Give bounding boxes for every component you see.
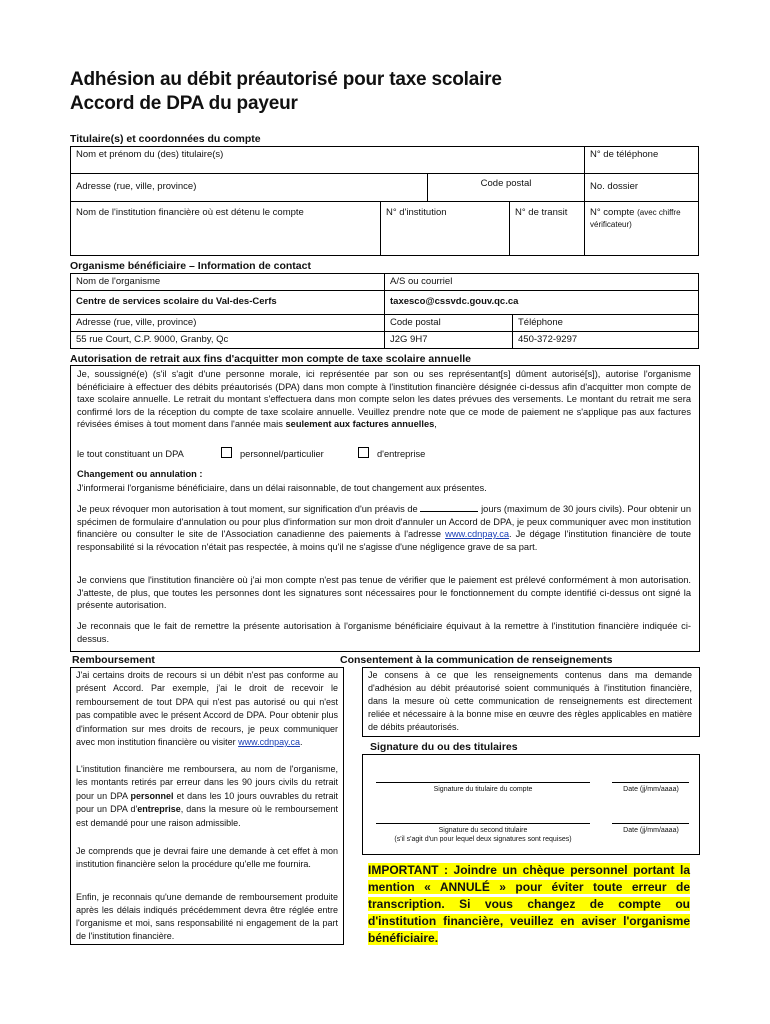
signature-2-line[interactable] (376, 823, 590, 824)
holder-postal-label: Code postal (480, 178, 532, 189)
institution-number-label: N° d'institution (386, 207, 447, 218)
signature-2-label: Signature du second titulaire (438, 827, 528, 834)
signature-2-note: (s'il s'agit d'un pour lequel deux signatures sont requises) (394, 836, 572, 843)
refund-paragraph-1 (76, 669, 338, 749)
refund-cdnpay-link[interactable]: www.cdnpay.ca (238, 737, 300, 748)
holder-postal-field[interactable] (428, 174, 585, 202)
signature-2-caption (368, 826, 598, 844)
account-number-note: (avec chiffre vérificateur) (590, 208, 681, 229)
beneficiary-table (70, 273, 699, 349)
title-line-1: Adhésion au débit préautorisé pour taxe scolaire (70, 69, 502, 90)
date-2-line[interactable] (612, 823, 689, 824)
form-title (70, 68, 502, 116)
holder-name-field[interactable] (71, 147, 585, 174)
refund-paragraph-3: Je comprends que je devrai faire une demande à cet effet à mon institution financière selon la procédure qu'elle me fournira. (76, 846, 338, 870)
revocation-text-a: Je peux révoquer mon autorisation à tout moment, sur signification d'un préavis de (77, 504, 418, 514)
notice-days-field[interactable] (420, 502, 478, 512)
dpa-type-row (77, 447, 691, 461)
beneficiary-postal: J2G 9H7 (385, 332, 513, 349)
institution-name-label: Nom de l'institution financière où est détenu le compte (76, 207, 304, 218)
business-emphasis: entreprise (137, 804, 181, 815)
beneficiary-address: 55 rue Court, C.P. 9000, Granby, Qc (71, 332, 385, 349)
signature-1-caption: Signature du titulaire du compte (433, 786, 533, 793)
institution-name-field[interactable] (71, 202, 381, 256)
holders-table (70, 146, 699, 256)
personal-emphasis: personnel (130, 790, 174, 801)
holder-file-label: No. dossier (590, 181, 639, 192)
beneficiary-email-label: A/S ou courriel (385, 274, 699, 291)
date-2-caption: Date (jj/mm/aaaa) (623, 827, 679, 834)
personal-option-label: personnel/particulier (240, 449, 324, 459)
beneficiary-address-label: Adresse (rue, ville, province) (71, 315, 385, 332)
transit-number-label: N° de transit (515, 207, 568, 218)
revocation-text-b: jours (maximum de 30 jours civils). Pour obtenir un spécimen de formulaire d'annulation ou pour plus d'information sur mon droit d'annuler un Accord de DPA, je peux communiquer avec mon institution financière ou consulter le site de l'Association canadienne des paiements à l'adresse (77, 504, 691, 540)
institution-number-field[interactable] (381, 202, 510, 256)
dpa-type-label: le tout constituant un DPA (77, 449, 184, 459)
title-line-2: Accord de DPA du payeur (70, 93, 298, 114)
holder-address-label: Adresse (rue, ville, province) (76, 181, 197, 192)
beneficiary-email: taxesco@cssvdc.gouv.qc.ca (385, 291, 699, 315)
authorization-text-end: , (434, 419, 437, 430)
business-option-label: d'entreprise (377, 449, 426, 459)
signature-1-line[interactable] (376, 782, 590, 783)
date-1-line[interactable] (612, 782, 689, 783)
verification-paragraph: Je conviens que l'institution financière où j'ai mon compte n'est pas tenue de vérifier que le paiement est prélevé conformément à mon autorisation. J'atteste, de plus, que toutes les personnes dont les signatures sont nécessaires pour le fonctionnement du compte identifié ci-dessus ont signé la présente autorisation. (77, 575, 691, 611)
authorization-paragraph (77, 368, 691, 431)
annual-invoices-emphasis: seulement aux factures annuelles (285, 419, 435, 430)
beneficiary-org-label: Nom de l'organisme (71, 274, 385, 291)
change-text: J'informerai l'organisme bénéficiaire, dans un délai raisonnable, de tout changement aux présentes. (77, 483, 487, 493)
remittance-paragraph: Je reconnais que le fait de remettre la présente autorisation à l'organisme bénéficiaire équivaut à la remettre à l'institution financière indiquée ci-dessus. (77, 621, 691, 644)
consent-text: Je consens à ce que les renseignements contenus dans ma demande d'adhésion au débit préautorisé soient communiqués à l'institution financière, dans la mesure où cette communication de renseignements est directement reliée et nécessaire à la bonne mise en œuvre des règles applicables en matière de débits préautorisés. (368, 670, 692, 732)
change-heading: Changement ou annulation : (77, 469, 203, 479)
holder-phone-field[interactable] (585, 147, 699, 174)
revocation-paragraph (77, 502, 691, 553)
transit-number-field[interactable] (510, 202, 585, 256)
refund-text-1: J'ai certains droits de recours si un débit n'est pas conforme au présent Accord. Par exemple, j'ai le droit de recevoir le remboursement de tout DPA qui n'est pas autorisé ou qui n'est pas compatible avec le présent Accord de DPA. Pour obtenir plus d'information sur mes droits de recours, je peux communiquer avec mon institution financière ou visiter (76, 670, 338, 748)
revocation-text-c: . Je dégage l'institution financière de toute responsabilité si la révocation n'était pas respectée, à moins qu'il ne s'agisse d'une négligence grave de sa part. (77, 529, 692, 552)
refund-heading: Remboursement (72, 654, 155, 666)
signature-heading: Signature du ou des titulaires (370, 741, 518, 753)
beneficiary-heading: Organisme bénéficiaire – Information de contact (70, 260, 311, 272)
authorization-heading: Autorisation de retrait aux fins d'acquitter mon compte de taxe scolaire annuelle (70, 353, 472, 365)
beneficiary-phone-label: Téléphone (513, 315, 699, 332)
beneficiary-postal-label: Code postal (385, 315, 513, 332)
holder-file-field[interactable] (585, 174, 699, 202)
refund-paragraph-2 (76, 763, 338, 830)
holder-address-field[interactable] (71, 174, 428, 202)
holder-name-label: Nom et prénom du (des) titulaire(s) (76, 149, 224, 160)
refund-text-1-end: . (299, 737, 303, 748)
holder-phone-label: N° de téléphone (590, 149, 659, 160)
date-1-caption: Date (jj/mm/aaaa) (623, 786, 679, 793)
business-checkbox[interactable] (358, 447, 369, 458)
account-number-field[interactable] (585, 202, 699, 256)
consent-heading: Consentement à la communication de renseignements (340, 654, 613, 666)
important-notice-text: IMPORTANT : Joindre un chèque personnel portant la mention « ANNULÉ » pour éviter toute erreur de transcription. Si vous changez de compte ou d'institution financière, veuillez en aviser l'organisme bénéficiaire. (368, 863, 690, 945)
cdnpay-link[interactable]: www.cdnpay.ca (445, 529, 510, 540)
holders-heading: Titulaire(s) et coordonnées du compte (70, 133, 261, 145)
beneficiary-phone: 450-372-9297 (513, 332, 699, 349)
refund-text-2b: et dans les 10 jours ouvrables du retrait pour un DPA d' (76, 790, 338, 815)
refund-text-2c: , dans la mesure où le remboursement est demandé pour une raison admissible. (76, 804, 339, 828)
personal-checkbox[interactable] (221, 447, 232, 458)
refund-paragraph-4: Enfin, je reconnais qu'une demande de remboursement produite après les délais indiqués précédemment devra être réglée entre l'organisme et moi, sans responsabilité ni engagement de la part de l'institution financière. (76, 892, 338, 941)
beneficiary-org-name: Centre de services scolaire du Val-des-Cerfs (71, 291, 385, 315)
important-notice (368, 862, 690, 947)
authorization-text: Je, soussigné(e) (s'il s'agit d'une personne morale, ici représentée par son ou ses représentant[s] dûment autorisé[s]), autorise l'organisme bénéficiaire à effectuer des débits préautorisés (DPA) dans mon compte à l'institution financière désignée ci-dessus afin d'acquitter mon compte de taxe scolaire annuelle. Le retrait du montant s'effectuera dans mon compte selon les dates prévues des versements. Le montant du retrait me sera confirmé lors de la réception du compte de taxe scolaire annuelle. Veuillez prendre note que ce mode de paiement ne s'applique pas aux factures révisées émises à tout moment dans l'année mais (77, 369, 691, 430)
refund-text-2a: L'institution financière me remboursera, au nom de l'organisme, les montants retirés par erreur dans les 90 jours civils du retrait pour un DPA (76, 764, 338, 801)
account-number-label: N° compte (590, 207, 635, 218)
